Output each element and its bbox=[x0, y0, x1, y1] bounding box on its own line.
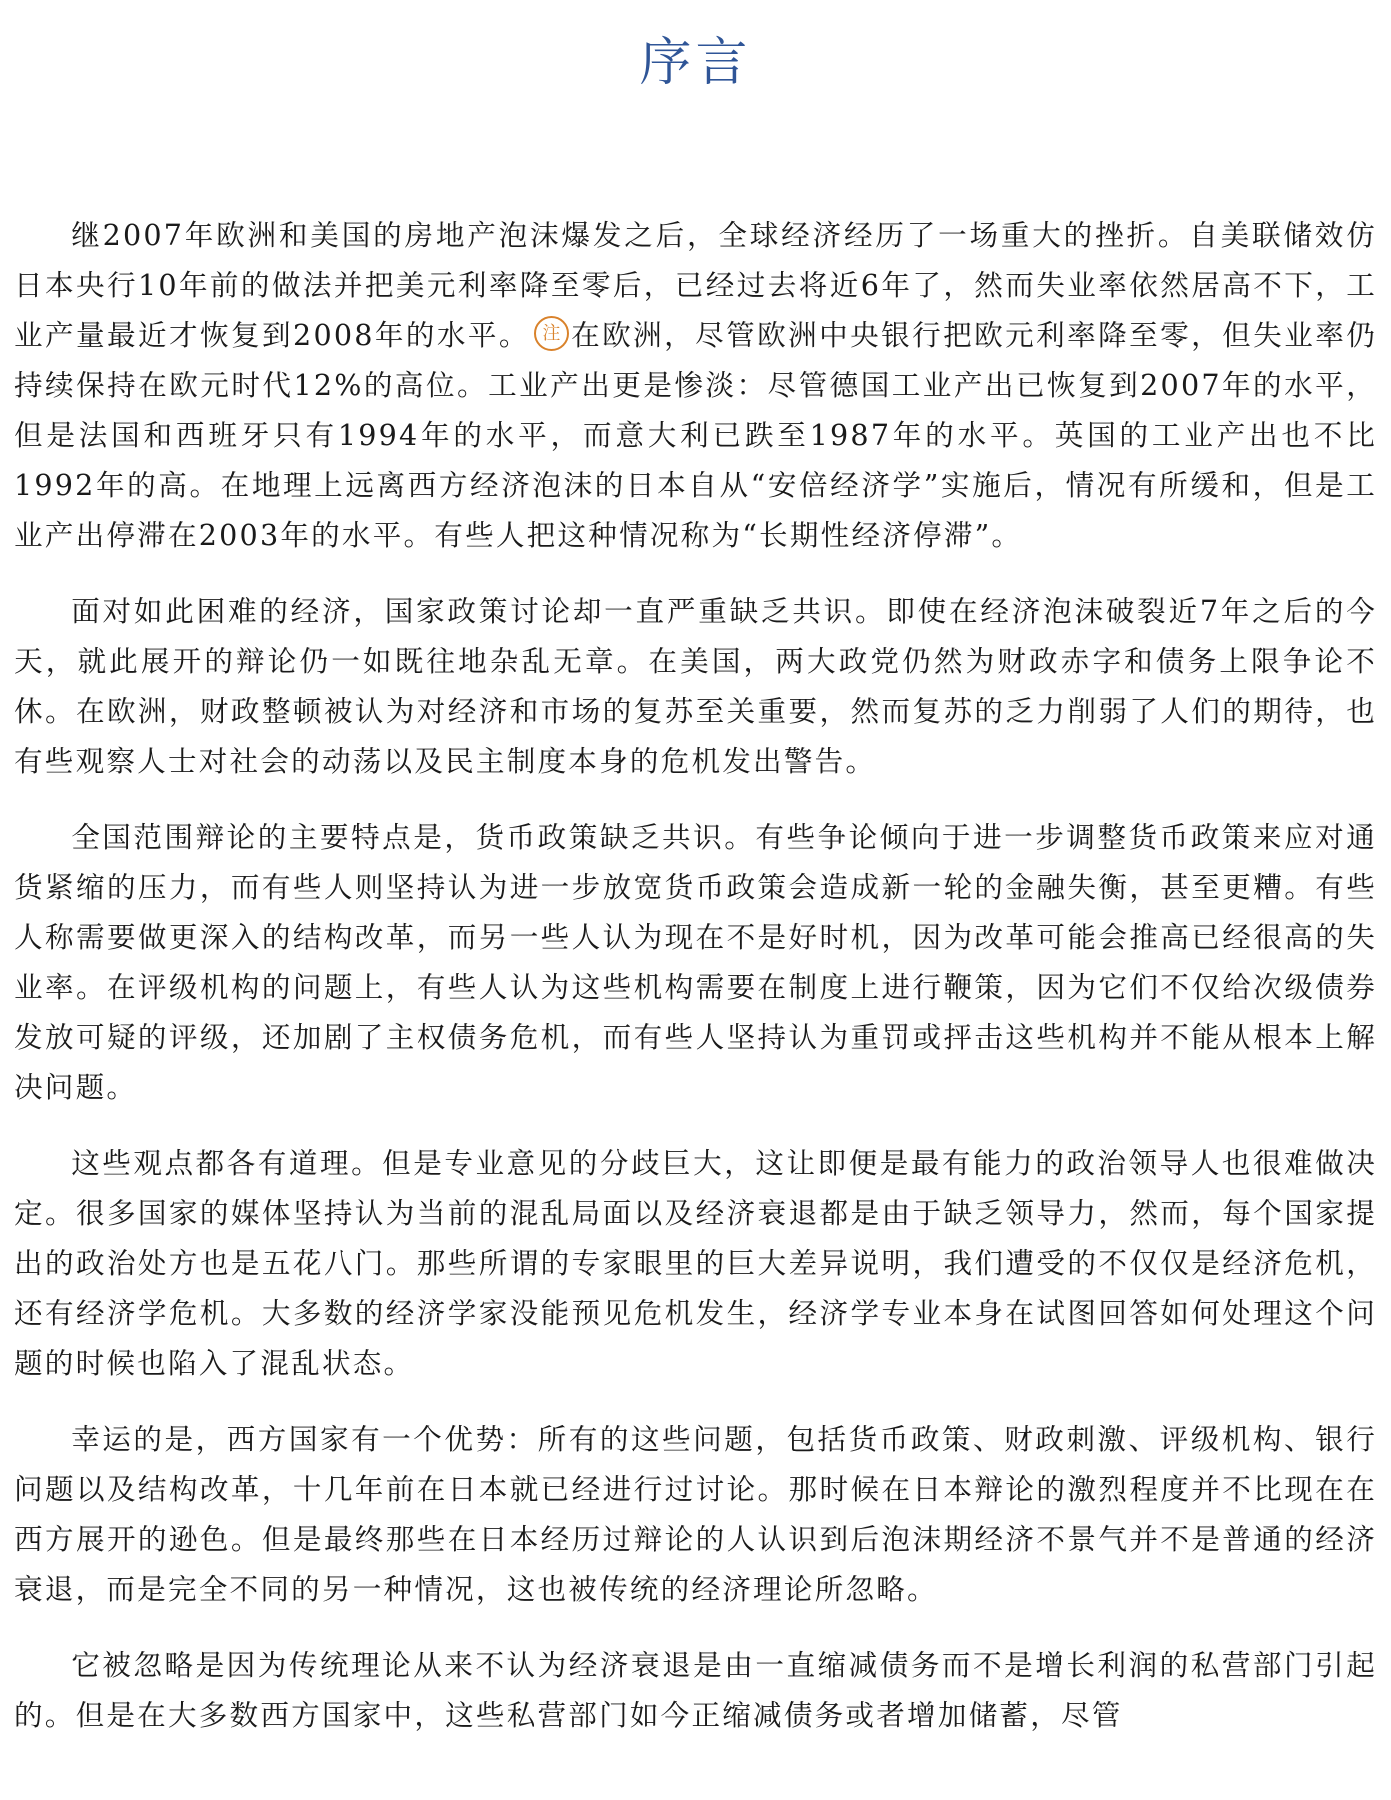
paragraph-5: 幸运的是，西方国家有一个优势：所有的这些问题，包括货币政策、财政刺激、评级机构、银行问题以及结构改革，十几年前在日本就已经进行过讨论。那时候在日本辩论的激烈程度并不比现在在西方展开的逊色。但是最终那些在日本经历过辩论的人认识到后泡沫期经济不景气并不是普通的经济衰退，而是完全不同的另一种情况，这也被传统的经济理论所忽略。 bbox=[14, 1422, 1377, 1606]
paragraph-2: 面对如此困难的经济，国家政策讨论却一直严重缺乏共识。即使在经济泡沫破裂近7年之后的今天，就此展开的辩论仍一如既往地杂乱无章。在美国，两大政党仍然为财政赤字和债务上限争论不休。在欧洲，财政整顿被认为对经济和市场的复苏至关重要，然而复苏的乏力削弱了人们的期待，也有些观察人士对社会的动荡以及民主制度本身的危机发出警告。 bbox=[14, 594, 1377, 778]
paragraph-4: 这些观点都各有道理。但是专业意见的分歧巨大，这让即便是最有能力的政治领导人也很难做决定。很多国家的媒体坚持认为当前的混乱局面以及经济衰退都是由于缺乏领导力，然而，每个国家提出的政治处方也是五花八门。那些所谓的专家眼里的巨大差异说明，我们遭受的不仅仅是经济危机，还有经济学危机。大多数的经济学家没能预见危机发生，经济学专业本身在试图回答如何处理这个问题的时候也陷入了混乱状态。 bbox=[14, 1146, 1377, 1380]
footnote-icon[interactable]: 注 bbox=[534, 316, 569, 351]
paragraph-1-text-before-note: 继2007年欧洲和美国的房地产泡沫爆发之后，全球经济经历了一场重大的挫折。自美联储效仿日本央行10年前的做法并把美元利率降至零后，已经过去将近6年了，然而失业率依然居高不下，工业产量最近才恢复到2008年的水平。 bbox=[14, 218, 1377, 352]
paragraph-1-text-after-note: 在欧洲，尽管欧洲中央银行把欧元利率降至零，但失业率仍持续保持在欧元时代12%的高位。工业产出更是惨淡：尽管德国工业产出已恢复到2007年的水平，但是法国和西班牙只有1994年的水平，而意大利已跌至1987年的水平。英国的工业产出也不比1992年的高。在地理上远离西方经济泡沫的日本自从“安倍经济学”实施后，情况有所缓和，但是工业产出停滞在2003年的水平。有些人把这种情况称为“长期性经济停滞”。 bbox=[14, 318, 1377, 552]
document-page bbox=[14, 0, 1377, 1800]
paragraph-6: 它被忽略是因为传统理论从来不认为经济衰退是由一直缩减债务而不是增长利润的私营部门引起的。但是在大多数西方国家中，这些私营部门如今正缩减债务或者增加储蓄，尽管 bbox=[14, 1648, 1377, 1732]
paragraph-1 bbox=[14, 210, 1377, 560]
page-title: 序言 bbox=[639, 33, 752, 93]
paragraph-3: 全国范围辩论的主要特点是，货币政策缺乏共识。有些争论倾向于进一步调整货币政策来应对通货紧缩的压力，而有些人则坚持认为进一步放宽货币政策会造成新一轮的金融失衡，甚至更糟。有些人称需要做更深入的结构改革，而另一些人认为现在不是好时机，因为改革可能会推高已经很高的失业率。在评级机构的问题上，有些人认为这些机构需要在制度上进行鞭策，因为它们不仅给次级债券发放可疑的评级，还加剧了主权债务危机，而有些人坚持认为重罚或抨击这些机构并不能从根本上解决问题。 bbox=[14, 820, 1377, 1104]
preface-body bbox=[14, 210, 1377, 1740]
